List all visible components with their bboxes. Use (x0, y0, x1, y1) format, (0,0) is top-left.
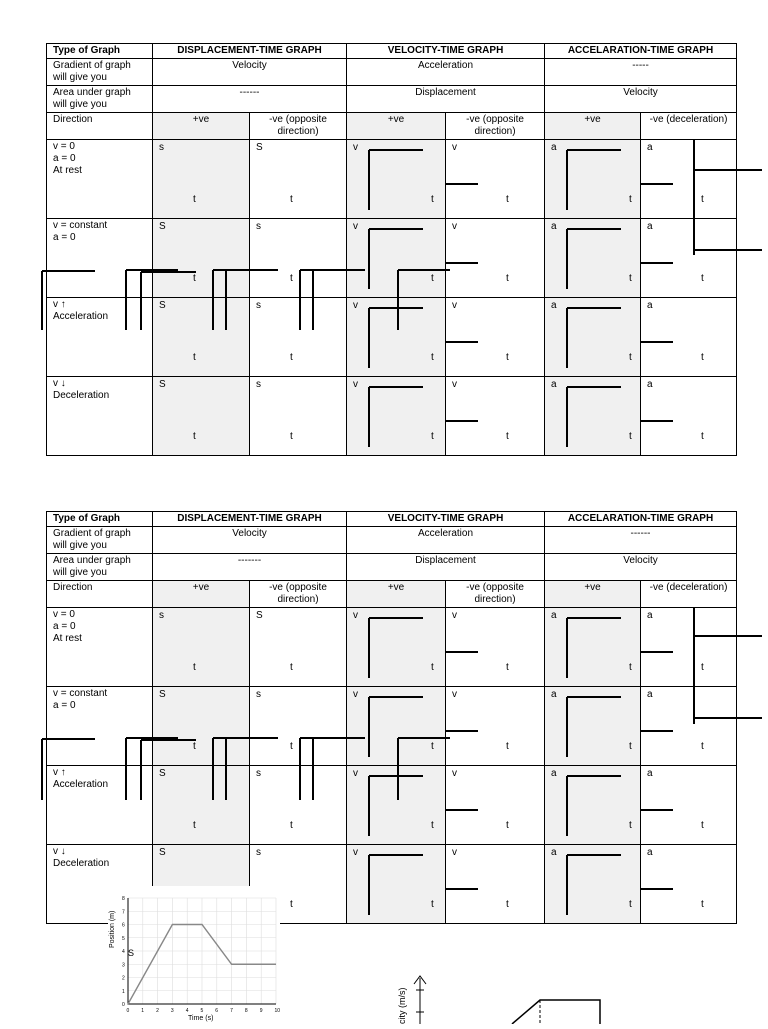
x-tick-label: 8 (244, 1008, 248, 1014)
time-axis-label: t (290, 820, 293, 831)
dir-disp-neg: -ve (opposite direction) (250, 581, 347, 608)
graph-row (47, 219, 737, 298)
axis-sketch (446, 608, 542, 686)
axis-label: S (159, 300, 166, 311)
x-tick-label: 5 (200, 1008, 204, 1014)
area-vel: Displacement (347, 86, 545, 113)
y-tick-label: 8 (122, 896, 125, 902)
time-axis-label: t (431, 741, 434, 752)
axis-label: s (256, 300, 261, 311)
time-axis-label: t (431, 662, 434, 673)
axis-sketch (545, 766, 641, 844)
acceleration-time-header: ACCELARATION-TIME GRAPH (545, 44, 737, 59)
graph-cell (347, 687, 446, 766)
area-label: Area under graph will give you (47, 86, 153, 113)
direction-label: Direction (47, 113, 153, 140)
time-axis-label: t (701, 662, 704, 673)
axis-sketch (347, 608, 443, 686)
graph-cell (446, 298, 545, 377)
axis-label: v (452, 379, 458, 390)
axis-sketch (545, 687, 641, 765)
time-axis-label: t (629, 820, 632, 831)
graph-cell (641, 687, 737, 766)
axis-label: v (452, 610, 458, 621)
axis-label: a (551, 847, 557, 858)
dir-disp-neg: -ve (opposite direction) (250, 113, 347, 140)
axis-label: v (353, 142, 359, 153)
axis-label: v (353, 689, 359, 700)
gradient-disp: Velocity (153, 59, 347, 86)
axis-sketch (446, 140, 542, 218)
axis-label: v (353, 768, 359, 779)
graph-cell (446, 377, 545, 456)
gradient-vel: Acceleration (347, 527, 545, 554)
graph-cell (641, 140, 737, 219)
row-label: v ↑ Acceleration (47, 766, 153, 845)
axis-sketch (347, 687, 443, 765)
axis-sketch (545, 219, 641, 297)
time-axis-label: t (193, 431, 196, 442)
axis-label: a (647, 300, 653, 311)
axis-label: a (551, 221, 557, 232)
axis-label: s (256, 768, 261, 779)
area-acc: Velocity (545, 86, 737, 113)
graph-row (47, 377, 737, 456)
time-axis-label: t (629, 741, 632, 752)
time-axis-label: t (290, 431, 293, 442)
velocity-time-header: VELOCITY-TIME GRAPH (347, 44, 545, 59)
graph-cell (153, 687, 250, 766)
x-tick-label: 0 (126, 1008, 130, 1014)
x-tick-label: 10 (274, 1008, 280, 1014)
graph-cell (347, 140, 446, 219)
axis-label: s (159, 610, 164, 621)
time-axis-label: t (193, 352, 196, 363)
axis-sketch (641, 766, 737, 844)
axis-sketch (347, 219, 443, 297)
graph-cell (250, 608, 347, 687)
y-tick-label: 0 (122, 1002, 125, 1008)
axis-label: s (256, 689, 261, 700)
axis-sketch (641, 377, 737, 455)
time-axis-label: t (506, 352, 509, 363)
axis-sketch (545, 845, 641, 923)
axis-label: s (256, 379, 261, 390)
area-acc: Velocity (545, 554, 737, 581)
graph-cell (250, 298, 347, 377)
time-axis-label: t (701, 194, 704, 205)
graph-cell (446, 608, 545, 687)
graph-row (47, 766, 737, 845)
graph-cell (446, 219, 545, 298)
gradient-disp: Velocity (153, 527, 347, 554)
axis-sketch (641, 687, 737, 765)
time-axis-label: t (431, 273, 434, 284)
axis-label: a (551, 610, 557, 621)
axis-label: v (452, 689, 458, 700)
time-axis-label: t (629, 273, 632, 284)
axis-label: v (353, 847, 359, 858)
axis-sketch (347, 377, 443, 455)
row-label: v = 0 a = 0 At rest (47, 140, 153, 219)
axis-label: v (452, 221, 458, 232)
time-axis-label: t (431, 899, 434, 910)
graph-cell (446, 687, 545, 766)
time-axis-label: t (629, 662, 632, 673)
graph-cell (641, 608, 737, 687)
x-tick-label: 4 (185, 1008, 189, 1014)
time-axis-label: t (193, 741, 196, 752)
graph-cell (250, 766, 347, 845)
graph-cell (153, 766, 250, 845)
graph-cell (446, 845, 545, 924)
graph-cell (545, 608, 641, 687)
graph-cell (545, 845, 641, 924)
time-axis-label: t (506, 741, 509, 752)
row-label: v = constant a = 0 (47, 219, 153, 298)
time-axis-label: t (290, 662, 293, 673)
y-tick-label: 3 (122, 962, 125, 969)
axis-sketch (641, 140, 737, 218)
axis-sketch (641, 298, 737, 376)
y-tick-label: 7 (122, 909, 125, 916)
gradient-label: Gradient of graph will give you (47, 59, 153, 86)
axis-label: S (159, 847, 166, 858)
time-axis-label: t (290, 352, 293, 363)
graph-cell (545, 219, 641, 298)
gradient-label: Gradient of graph will give you (47, 527, 153, 554)
axis-label: v (452, 768, 458, 779)
time-axis-label: t (290, 899, 293, 910)
time-axis-label: t (193, 662, 196, 673)
graph-cell (347, 219, 446, 298)
axis-sketch (641, 845, 737, 923)
axis-label: s (256, 847, 261, 858)
graph-cell (347, 766, 446, 845)
axis-label: a (551, 379, 557, 390)
graph-cell (545, 140, 641, 219)
axis-sketch (545, 377, 641, 455)
row-label: v ↓ Deceleration (47, 845, 153, 924)
dir-acc-pos: +ve (545, 113, 641, 140)
axis-label: v (452, 847, 458, 858)
axis-label: S (256, 142, 263, 153)
y-tick-label: 4 (122, 949, 125, 955)
dir-vel-neg: -ve (opposite direction) (446, 113, 545, 140)
velocity-time-header: VELOCITY-TIME GRAPH (347, 512, 545, 527)
time-axis-label: t (290, 194, 293, 205)
time-axis-label: t (701, 273, 704, 284)
axis-label: v (452, 300, 458, 311)
type-of-graph-header: Type of Graph (47, 512, 153, 527)
axis-sketch (641, 608, 737, 686)
axis-label: v (353, 300, 359, 311)
gradient-acc: ----- (545, 59, 737, 86)
row-label: v = constant a = 0 (47, 687, 153, 766)
time-axis-label: t (193, 194, 196, 205)
time-axis-label: t (629, 194, 632, 205)
area-disp: ------- (153, 554, 347, 581)
axis-label: a (647, 221, 653, 232)
time-axis-label: t (506, 194, 509, 205)
bottom-plot-ylabel: city (m/s) (397, 987, 407, 1024)
graph-cell (641, 219, 737, 298)
axis-label: a (551, 689, 557, 700)
displacement-time-header: DISPLACEMENT-TIME GRAPH (153, 512, 347, 527)
graph-table-1 (46, 43, 737, 456)
x-tick-label: 1 (141, 1008, 145, 1014)
area-vel: Displacement (347, 554, 545, 581)
time-axis-label: t (506, 431, 509, 442)
graph-row (47, 140, 737, 219)
axis-label: s (256, 221, 261, 232)
axis-label: a (647, 142, 653, 153)
axis-sketch (347, 140, 443, 218)
time-axis-label: t (629, 431, 632, 442)
x-tick-label: 2 (156, 1008, 159, 1014)
graph-cell (153, 140, 250, 219)
time-axis-label: t (506, 899, 509, 910)
time-axis-label: t (431, 431, 434, 442)
plot-s-label: S (128, 948, 135, 958)
graph-cell (545, 377, 641, 456)
time-axis-label: t (290, 273, 293, 284)
graph-cell (153, 219, 250, 298)
axis-label: a (647, 689, 653, 700)
row-label: v ↑ Acceleration (47, 298, 153, 377)
axis-label: a (647, 379, 653, 390)
plot-xlabel: Time (s) (188, 1015, 214, 1022)
time-axis-label: t (193, 273, 196, 284)
time-axis-label: t (193, 820, 196, 831)
axis-sketch (446, 845, 542, 923)
axis-label: a (551, 142, 557, 153)
y-tick-label: 1 (122, 988, 125, 995)
axis-label: S (159, 221, 166, 232)
time-axis-label: t (701, 741, 704, 752)
x-tick-label: 6 (215, 1008, 219, 1014)
axis-label: S (159, 689, 166, 700)
time-axis-label: t (506, 662, 509, 673)
row-label: v ↓ Deceleration (47, 377, 153, 456)
dir-vel-pos: +ve (347, 581, 446, 608)
area-label: Area under graph will give you (47, 554, 153, 581)
y-tick-label: 2 (122, 975, 125, 982)
type-of-graph-header: Type of Graph (47, 44, 153, 59)
axis-sketch (446, 766, 542, 844)
axis-sketch (446, 687, 542, 765)
dir-vel-pos: +ve (347, 113, 446, 140)
time-axis-label: t (506, 273, 509, 284)
y-tick-label: 5 (122, 935, 125, 942)
graph-cell (641, 298, 737, 377)
bottom-graph-line (512, 1000, 600, 1024)
time-axis-label: t (629, 352, 632, 363)
axis-label: v (353, 610, 359, 621)
axis-sketch (347, 766, 443, 844)
graph-cell (347, 845, 446, 924)
graph-row (47, 687, 737, 766)
dir-acc-neg: -ve (deceleration) (641, 113, 737, 140)
time-axis-label: t (701, 352, 704, 363)
axis-label: v (452, 142, 458, 153)
dir-disp-pos: +ve (153, 113, 250, 140)
row-label: v = 0 a = 0 At rest (47, 608, 153, 687)
axis-label: a (551, 768, 557, 779)
time-axis-label: t (701, 431, 704, 442)
time-axis-label: t (629, 899, 632, 910)
axis-label: S (159, 379, 166, 390)
axis-label: a (647, 610, 653, 621)
graph-cell (250, 140, 347, 219)
axis-label: a (551, 300, 557, 311)
axis-sketch (545, 140, 641, 218)
dir-vel-neg: -ve (opposite direction) (446, 581, 545, 608)
time-axis-label: t (290, 741, 293, 752)
axis-sketch (446, 219, 542, 297)
dir-acc-pos: +ve (545, 581, 641, 608)
graph-cell (250, 377, 347, 456)
position-time-chart (108, 886, 280, 1024)
axis-sketch (641, 219, 737, 297)
graph-cell (545, 687, 641, 766)
graph-cell (153, 608, 250, 687)
axis-sketch (545, 298, 641, 376)
axis-sketch (446, 377, 542, 455)
axis-label: a (647, 768, 653, 779)
time-axis-label: t (431, 352, 434, 363)
graph-cell (641, 377, 737, 456)
x-tick-label: 7 (230, 1008, 233, 1014)
y-tick-label: 6 (122, 922, 125, 929)
graph-cell (446, 766, 545, 845)
graph-cell (545, 766, 641, 845)
graph-cell (250, 219, 347, 298)
axis-label: S (256, 610, 263, 621)
graph-cell (545, 298, 641, 377)
displacement-time-header: DISPLACEMENT-TIME GRAPH (153, 44, 347, 59)
axis-sketch (446, 298, 542, 376)
axis-sketch (545, 608, 641, 686)
axis-label: v (353, 379, 359, 390)
graph-cell (250, 687, 347, 766)
graph-cell (153, 377, 250, 456)
graph-cell (446, 140, 545, 219)
graph-cell (641, 766, 737, 845)
graph-cell (153, 298, 250, 377)
x-tick-label: 9 (259, 1008, 263, 1014)
time-axis-label: t (431, 820, 434, 831)
axis-label: v (353, 221, 359, 232)
graph-cell (641, 845, 737, 924)
axis-label: S (159, 768, 166, 779)
graph-cell (347, 608, 446, 687)
axis-label: a (647, 847, 653, 858)
dir-disp-pos: +ve (153, 581, 250, 608)
time-axis-label: t (701, 820, 704, 831)
dir-acc-neg: -ve (deceleration) (641, 581, 737, 608)
graph-row (47, 298, 737, 377)
graph-cell (347, 298, 446, 377)
graph-table-2 (46, 511, 737, 924)
gradient-vel: Acceleration (347, 59, 545, 86)
axis-sketch (347, 298, 443, 376)
area-disp: ------ (153, 86, 347, 113)
direction-label: Direction (47, 581, 153, 608)
axis-label: s (159, 142, 164, 153)
gradient-acc: ------ (545, 527, 737, 554)
graph-cell (347, 377, 446, 456)
time-axis-label: t (431, 194, 434, 205)
plot-ylabel: Position (m) (109, 910, 116, 948)
x-tick-label: 3 (170, 1008, 174, 1014)
acceleration-time-header: ACCELARATION-TIME GRAPH (545, 512, 737, 527)
position-time-svg (108, 886, 280, 1024)
time-axis-label: t (506, 820, 509, 831)
graph-row (47, 608, 737, 687)
axis-sketch (347, 845, 443, 923)
time-axis-label: t (701, 899, 704, 910)
